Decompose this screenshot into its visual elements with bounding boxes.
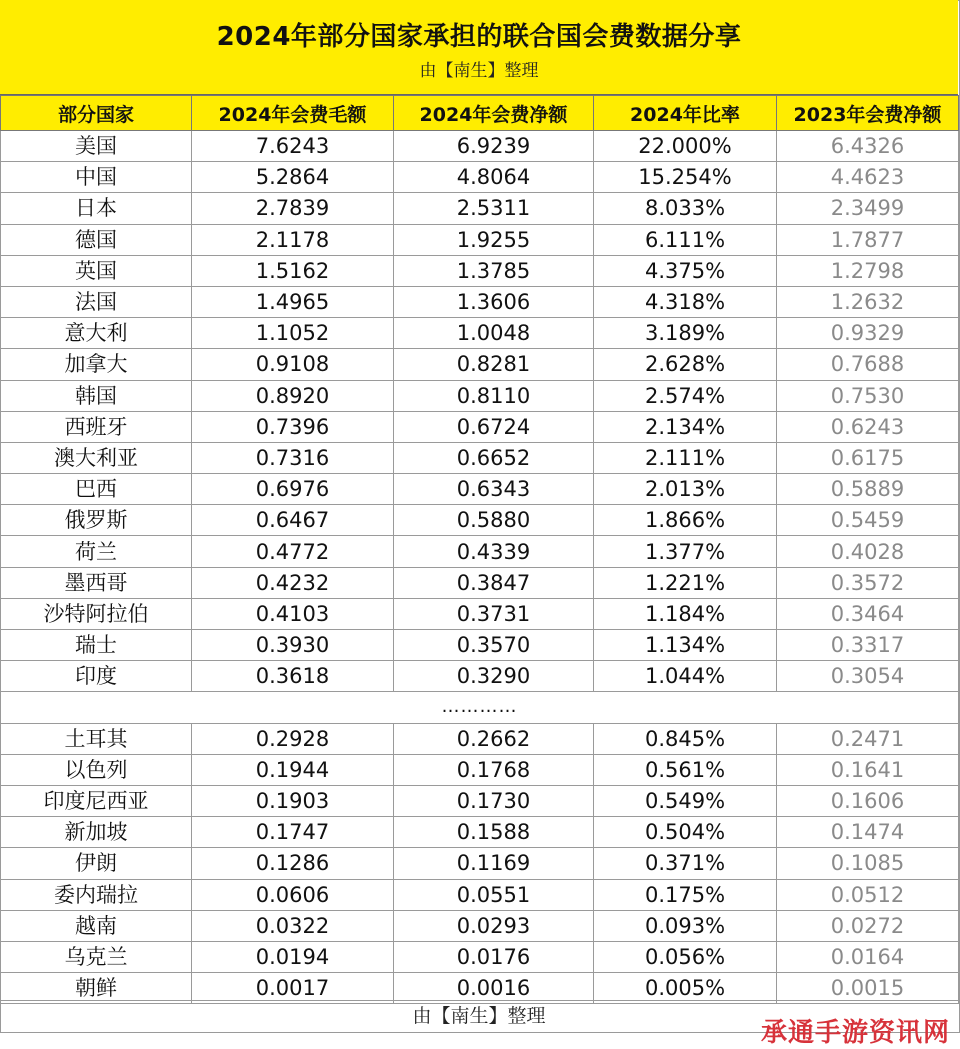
cell-rate-2024: 0.504% (594, 817, 777, 848)
cell-gross-2024: 1.1052 (192, 318, 394, 349)
cell-gross-2024: 0.8920 (192, 380, 394, 411)
title-banner (0, 0, 958, 95)
table-row (1, 630, 959, 661)
table-row (1, 754, 959, 785)
cell-net-2023: 0.5889 (777, 474, 959, 505)
cell-gross-2024: 0.4103 (192, 598, 394, 629)
cell-net-2024: 0.5880 (394, 505, 594, 536)
cell-gross-2024: 7.6243 (192, 131, 394, 162)
cell-rate-2024: 22.000% (594, 131, 777, 162)
cell-net-2023: 0.6243 (777, 411, 959, 442)
cell-net-2023: 0.7530 (777, 380, 959, 411)
cell-country: 法国 (1, 286, 192, 317)
column-header-rate-2024: 2024年比率 (594, 96, 777, 131)
table-row (1, 598, 959, 629)
cell-net-2024: 0.1588 (394, 817, 594, 848)
cell-gross-2024: 0.0194 (192, 941, 394, 972)
cell-net-2023: 0.0512 (777, 879, 959, 910)
cell-net-2023: 0.5459 (777, 505, 959, 536)
cell-net-2024: 0.8281 (394, 349, 594, 380)
table-row (1, 723, 959, 754)
cell-rate-2024: 1.134% (594, 630, 777, 661)
cell-net-2023: 0.1474 (777, 817, 959, 848)
table-row (1, 286, 959, 317)
cell-net-2024: 0.0176 (394, 941, 594, 972)
cell-net-2023: 0.3464 (777, 598, 959, 629)
table-row (1, 536, 959, 567)
cell-net-2024: 0.3731 (394, 598, 594, 629)
table-row (1, 567, 959, 598)
cell-net-2024: 4.8064 (394, 162, 594, 193)
cell-country: 土耳其 (1, 723, 192, 754)
cell-country: 韩国 (1, 380, 192, 411)
table-row (1, 255, 959, 286)
column-header-net-2024: 2024年会费净额 (394, 96, 594, 131)
cell-net-2024: 0.8110 (394, 380, 594, 411)
cell-net-2024: 1.3785 (394, 255, 594, 286)
cell-rate-2024: 0.371% (594, 848, 777, 879)
cell-net-2023: 0.3054 (777, 661, 959, 692)
cell-country: 澳大利亚 (1, 442, 192, 473)
cell-rate-2024: 1.044% (594, 661, 777, 692)
cell-rate-2024: 4.375% (594, 255, 777, 286)
cell-country: 新加坡 (1, 817, 192, 848)
cell-net-2024: 0.0293 (394, 910, 594, 941)
cell-net-2023: 0.0272 (777, 910, 959, 941)
cell-net-2024: 2.5311 (394, 193, 594, 224)
cell-rate-2024: 2.574% (594, 380, 777, 411)
cell-gross-2024: 0.9108 (192, 349, 394, 380)
cell-rate-2024: 8.033% (594, 193, 777, 224)
cell-country: 印度尼西亚 (1, 785, 192, 816)
cell-country: 英国 (1, 255, 192, 286)
cell-rate-2024: 0.093% (594, 910, 777, 941)
cell-net-2023: 1.2632 (777, 286, 959, 317)
cell-rate-2024: 3.189% (594, 318, 777, 349)
cell-net-2023: 0.9329 (777, 318, 959, 349)
page-title: 2024年部分国家承担的联合国会费数据分享 (216, 22, 742, 52)
cell-gross-2024: 0.1747 (192, 817, 394, 848)
dues-table (0, 95, 959, 1004)
cell-country: 德国 (1, 224, 192, 255)
cell-net-2023: 0.4028 (777, 536, 959, 567)
cell-rate-2024: 2.111% (594, 442, 777, 473)
table-row (1, 505, 959, 536)
cell-net-2024: 0.0551 (394, 879, 594, 910)
table-row (1, 848, 959, 879)
ellipsis-cell: ………… (1, 692, 959, 723)
cell-gross-2024: 0.1903 (192, 785, 394, 816)
cell-net-2023: 0.0164 (777, 941, 959, 972)
cell-country: 以色列 (1, 754, 192, 785)
cell-gross-2024: 0.3618 (192, 661, 394, 692)
cell-net-2024: 0.3290 (394, 661, 594, 692)
ellipsis-row (1, 692, 959, 723)
table-row (1, 817, 959, 848)
cell-net-2024: 0.3570 (394, 630, 594, 661)
cell-rate-2024: 1.377% (594, 536, 777, 567)
cell-country: 印度 (1, 661, 192, 692)
cell-net-2023: 1.2798 (777, 255, 959, 286)
cell-country: 中国 (1, 162, 192, 193)
cell-gross-2024: 5.2864 (192, 162, 394, 193)
cell-net-2024: 0.6343 (394, 474, 594, 505)
cell-gross-2024: 0.7396 (192, 411, 394, 442)
cell-country: 西班牙 (1, 411, 192, 442)
cell-gross-2024: 0.4772 (192, 536, 394, 567)
watermark: 承通手游资讯网 (760, 1018, 950, 1048)
cell-net-2024: 0.2662 (394, 723, 594, 754)
cell-country: 朝鲜 (1, 973, 192, 1004)
cell-rate-2024: 0.549% (594, 785, 777, 816)
table-row (1, 411, 959, 442)
cell-rate-2024: 0.845% (594, 723, 777, 754)
cell-gross-2024: 0.0322 (192, 910, 394, 941)
table-row (1, 442, 959, 473)
cell-rate-2024: 2.134% (594, 411, 777, 442)
cell-gross-2024: 0.4232 (192, 567, 394, 598)
cell-gross-2024: 0.2928 (192, 723, 394, 754)
cell-net-2024: 0.6724 (394, 411, 594, 442)
table-row (1, 879, 959, 910)
cell-country: 美国 (1, 131, 192, 162)
table-row (1, 318, 959, 349)
table-row (1, 785, 959, 816)
cell-gross-2024: 1.5162 (192, 255, 394, 286)
cell-net-2024: 1.3606 (394, 286, 594, 317)
cell-rate-2024: 2.013% (594, 474, 777, 505)
table-row (1, 162, 959, 193)
table-row (1, 941, 959, 972)
column-header-gross-2024: 2024年会费毛额 (192, 96, 394, 131)
table-row (1, 131, 959, 162)
cell-gross-2024: 0.0606 (192, 879, 394, 910)
cell-net-2023: 0.3572 (777, 567, 959, 598)
cell-net-2024: 0.1730 (394, 785, 594, 816)
cell-country: 伊朗 (1, 848, 192, 879)
cell-net-2024: 0.1169 (394, 848, 594, 879)
cell-rate-2024: 0.561% (594, 754, 777, 785)
column-header-country: 部分国家 (1, 96, 192, 131)
cell-rate-2024: 1.866% (594, 505, 777, 536)
cell-net-2023: 4.4623 (777, 162, 959, 193)
cell-net-2024: 0.4339 (394, 536, 594, 567)
cell-net-2023: 1.7877 (777, 224, 959, 255)
cell-rate-2024: 0.005% (594, 973, 777, 1004)
cell-net-2024: 0.0016 (394, 973, 594, 1004)
cell-net-2023: 0.1641 (777, 754, 959, 785)
footer-credit: 由【南生】整理 (0, 1000, 958, 1032)
cell-net-2023: 6.4326 (777, 131, 959, 162)
cell-country: 意大利 (1, 318, 192, 349)
cell-rate-2024: 15.254% (594, 162, 777, 193)
cell-net-2024: 1.9255 (394, 224, 594, 255)
page-subtitle: 由【南生】整理 (419, 61, 539, 81)
cell-gross-2024: 2.7839 (192, 193, 394, 224)
cell-rate-2024: 2.628% (594, 349, 777, 380)
cell-gross-2024: 0.6976 (192, 474, 394, 505)
cell-country: 巴西 (1, 474, 192, 505)
cell-rate-2024: 0.175% (594, 879, 777, 910)
cell-net-2024: 6.9239 (394, 131, 594, 162)
header-row (1, 96, 959, 131)
cell-net-2024: 0.3847 (394, 567, 594, 598)
cell-net-2023: 0.0015 (777, 973, 959, 1004)
cell-rate-2024: 1.221% (594, 567, 777, 598)
cell-net-2023: 0.6175 (777, 442, 959, 473)
cell-gross-2024: 1.4965 (192, 286, 394, 317)
cell-gross-2024: 0.3930 (192, 630, 394, 661)
cell-gross-2024: 2.1178 (192, 224, 394, 255)
cell-country: 沙特阿拉伯 (1, 598, 192, 629)
table-row (1, 661, 959, 692)
cell-country: 瑞士 (1, 630, 192, 661)
cell-net-2024: 0.6652 (394, 442, 594, 473)
cell-gross-2024: 0.1286 (192, 848, 394, 879)
cell-rate-2024: 6.111% (594, 224, 777, 255)
cell-rate-2024: 1.184% (594, 598, 777, 629)
table-row (1, 380, 959, 411)
cell-gross-2024: 0.6467 (192, 505, 394, 536)
cell-country: 俄罗斯 (1, 505, 192, 536)
cell-country: 乌克兰 (1, 941, 192, 972)
cell-net-2023: 0.1606 (777, 785, 959, 816)
cell-rate-2024: 4.318% (594, 286, 777, 317)
cell-net-2023: 0.2471 (777, 723, 959, 754)
table-row (1, 349, 959, 380)
cell-gross-2024: 0.1944 (192, 754, 394, 785)
cell-net-2024: 1.0048 (394, 318, 594, 349)
cell-gross-2024: 0.7316 (192, 442, 394, 473)
cell-net-2023: 2.3499 (777, 193, 959, 224)
table-row (1, 910, 959, 941)
table-row (1, 474, 959, 505)
cell-country: 日本 (1, 193, 192, 224)
table-row (1, 193, 959, 224)
cell-net-2023: 0.3317 (777, 630, 959, 661)
column-header-net-2023: 2023年会费净额 (777, 96, 959, 131)
cell-rate-2024: 0.056% (594, 941, 777, 972)
cell-country: 委内瑞拉 (1, 879, 192, 910)
cell-country: 荷兰 (1, 536, 192, 567)
cell-net-2023: 0.7688 (777, 349, 959, 380)
cell-net-2024: 0.1768 (394, 754, 594, 785)
cell-country: 墨西哥 (1, 567, 192, 598)
cell-net-2023: 0.1085 (777, 848, 959, 879)
cell-gross-2024: 0.0017 (192, 973, 394, 1004)
cell-country: 越南 (1, 910, 192, 941)
cell-country: 加拿大 (1, 349, 192, 380)
table-row (1, 224, 959, 255)
